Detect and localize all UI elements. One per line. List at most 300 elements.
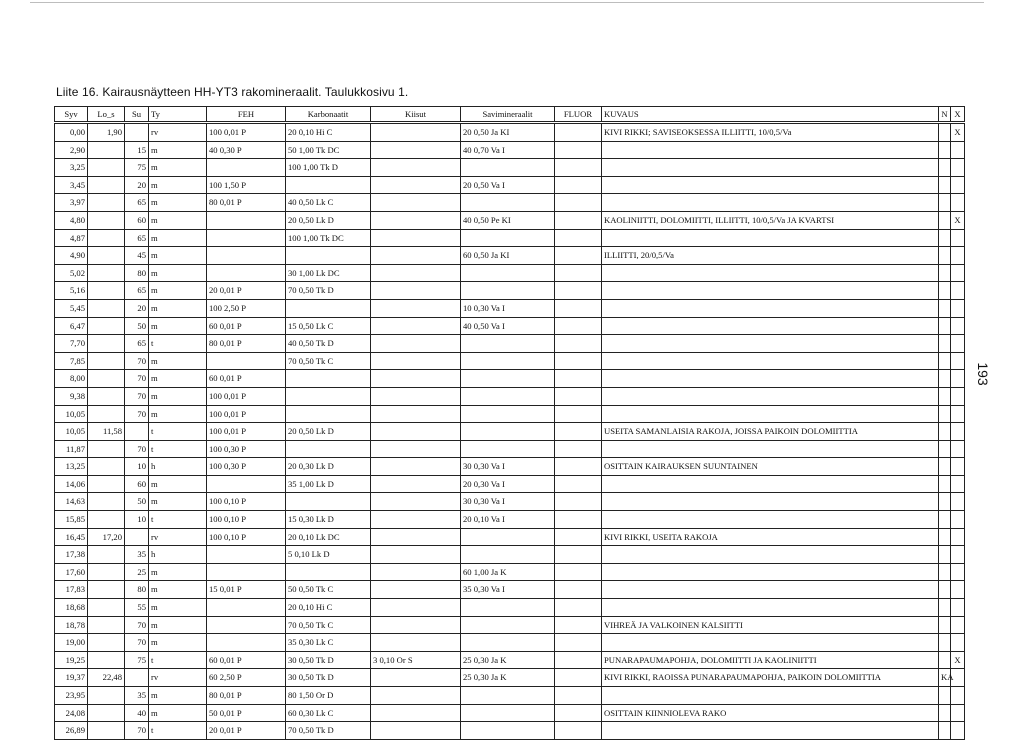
cell-fluor [555,317,602,335]
cell-ty: m [149,299,207,317]
cell-lo-s [88,194,125,212]
cell-kuvaus: KIVI RIKKI, RAOISSA PUNARAPAUMAPOHJA, PAIKOIN DOLOMIITTIA [602,669,939,687]
cell-karbonaatit: 60 0,30 Lk C [286,704,371,722]
cell-feh [207,352,286,370]
cell-su: 60 [125,475,149,493]
cell-lo-s [88,317,125,335]
cell-kiisut [371,616,461,634]
table-row [55,370,965,388]
cell-kuvaus [602,299,939,317]
cell-kuvaus: KAOLINIITTI, DOLOMIITTI, ILLIITTI, 10/0,5/Va JA KVARTSI [602,211,939,229]
table-row [55,581,965,599]
cell-kuvaus [602,317,939,335]
cell-kiisut [371,563,461,581]
cell-fluor [555,141,602,159]
cell-kuvaus [602,493,939,511]
cell-syv: 14,06 [55,475,88,493]
cell-syv: 5,16 [55,282,88,300]
cell-karbonaatit: 70 0,50 Tk D [286,722,371,740]
cell-karbonaatit [286,176,371,194]
cell-kiisut [371,264,461,282]
cell-kiisut [371,317,461,335]
cell-ty: m [149,141,207,159]
cell-ty: m [149,599,207,617]
cell-savimineraalit [461,370,555,388]
table-row [55,299,965,317]
cell-lo-s [88,405,125,423]
cell-savimineraalit [461,722,555,740]
cell-karbonaatit: 35 0,30 Lk C [286,634,371,652]
cell-lo-s [88,282,125,300]
cell-n [939,352,951,370]
cell-syv: 26,89 [55,722,88,740]
cell-karbonaatit: 100 1,00 Tk DC [286,229,371,247]
table-row [55,651,965,669]
table-row [55,511,965,529]
cell-fluor [555,669,602,687]
cell-kuvaus [602,440,939,458]
cell-syv: 19,00 [55,634,88,652]
cell-n [939,581,951,599]
cell-ty: m [149,264,207,282]
cell-fluor [555,211,602,229]
table-row [55,176,965,194]
cell-feh: 20 0,01 P [207,722,286,740]
cell-feh [207,546,286,564]
cell-ty: m [149,475,207,493]
cell-savimineraalit [461,194,555,212]
cell-kiisut [371,440,461,458]
cell-kiisut [371,405,461,423]
cell-savimineraalit: 60 1,00 Ja K [461,563,555,581]
cell-kuvaus [602,387,939,405]
cell-x [951,176,965,194]
header-syv: Syv [55,107,88,123]
cell-savimineraalit [461,405,555,423]
cell-savimineraalit: 10 0,30 Va I [461,299,555,317]
cell-su: 60 [125,211,149,229]
cell-syv: 10,05 [55,405,88,423]
cell-kiisut [371,423,461,441]
header-karbonaatit: Karbonaatit [286,107,371,123]
cell-feh: 20 0,01 P [207,282,286,300]
cell-su: 50 [125,493,149,511]
cell-ty: t [149,511,207,529]
cell-n [939,370,951,388]
cell-ty: t [149,440,207,458]
cell-syv: 8,00 [55,370,88,388]
cell-savimineraalit [461,387,555,405]
header-kiisut: Kiisut [371,107,461,123]
cell-kuvaus [602,599,939,617]
cell-savimineraalit: 40 0,50 Va I [461,317,555,335]
cell-ty: rv [149,669,207,687]
cell-lo-s: 17,20 [88,528,125,546]
cell-syv: 4,87 [55,229,88,247]
cell-ty: m [149,370,207,388]
cell-feh: 100 0,30 P [207,458,286,476]
table-row [55,194,965,212]
cell-ty: m [149,194,207,212]
cell-ty: t [149,722,207,740]
cell-x [951,493,965,511]
cell-syv: 3,25 [55,159,88,177]
cell-savimineraalit: 20 0,50 Va I [461,176,555,194]
cell-fluor [555,458,602,476]
cell-lo-s [88,475,125,493]
scan-border-line [30,2,984,3]
cell-kuvaus [602,581,939,599]
cell-feh: 60 0,01 P [207,317,286,335]
cell-kiisut [371,546,461,564]
cell-fluor [555,440,602,458]
cell-savimineraalit [461,264,555,282]
cell-feh: 100 0,01 P [207,405,286,423]
cell-su: 20 [125,299,149,317]
cell-n [939,528,951,546]
cell-x [951,194,965,212]
cell-syv: 16,45 [55,528,88,546]
cell-feh: 100 0,10 P [207,511,286,529]
cell-syv: 23,95 [55,687,88,705]
cell-lo-s [88,599,125,617]
cell-x [951,405,965,423]
cell-karbonaatit: 20 0,30 Lk D [286,458,371,476]
header-ty: Ty [149,107,207,123]
cell-x [951,141,965,159]
cell-lo-s: 22,48 [88,669,125,687]
cell-feh: 100 0,01 P [207,123,286,142]
cell-karbonaatit [286,493,371,511]
cell-n [939,493,951,511]
cell-lo-s [88,211,125,229]
cell-su [125,423,149,441]
cell-kuvaus [602,370,939,388]
cell-feh: 100 0,10 P [207,528,286,546]
cell-fluor [555,264,602,282]
cell-syv: 17,38 [55,546,88,564]
cell-ty: t [149,335,207,353]
cell-feh [207,616,286,634]
cell-su [125,123,149,142]
cell-x [951,317,965,335]
cell-kiisut [371,493,461,511]
cell-lo-s [88,229,125,247]
cell-syv: 9,38 [55,387,88,405]
cell-lo-s [88,352,125,370]
cell-su: 65 [125,229,149,247]
cell-su: 35 [125,687,149,705]
cell-syv: 5,45 [55,299,88,317]
cell-lo-s [88,176,125,194]
cell-x [951,546,965,564]
cell-fluor [555,546,602,564]
header-x: X [951,107,965,123]
cell-n [939,634,951,652]
cell-n [939,211,951,229]
cell-su [125,528,149,546]
cell-kiisut [371,123,461,142]
cell-x [951,563,965,581]
table-row [55,352,965,370]
fracture-mineral-table [54,106,965,740]
cell-lo-s [88,458,125,476]
cell-fluor [555,651,602,669]
cell-kiisut [371,475,461,493]
cell-savimineraalit [461,704,555,722]
table-row [55,211,965,229]
header-fluor: FLUOR [555,107,602,123]
cell-su: 70 [125,722,149,740]
cell-fluor [555,176,602,194]
cell-karbonaatit: 35 1,00 Lk D [286,475,371,493]
cell-x [951,634,965,652]
cell-savimineraalit: 30 0,30 Va I [461,458,555,476]
cell-kiisut [371,528,461,546]
cell-fluor [555,123,602,142]
cell-karbonaatit: 80 1,50 Or D [286,687,371,705]
cell-fluor [555,599,602,617]
cell-n [939,704,951,722]
cell-x [951,229,965,247]
cell-savimineraalit: 40 0,50 Pe KI [461,211,555,229]
table-row [55,317,965,335]
cell-kiisut [371,229,461,247]
cell-feh: 100 0,01 P [207,387,286,405]
cell-su [125,669,149,687]
table-row [55,141,965,159]
cell-lo-s [88,440,125,458]
cell-savimineraalit [461,599,555,617]
cell-karbonaatit: 5 0,10 Lk D [286,546,371,564]
cell-syv: 4,80 [55,211,88,229]
cell-savimineraalit: 40 0,70 Va I [461,141,555,159]
cell-x [951,247,965,265]
cell-n [939,264,951,282]
cell-n [939,299,951,317]
cell-lo-s [88,651,125,669]
cell-fluor [555,528,602,546]
cell-ty: m [149,563,207,581]
cell-kuvaus [602,141,939,159]
cell-syv: 19,37 [55,669,88,687]
cell-syv: 18,68 [55,599,88,617]
cell-syv: 15,85 [55,511,88,529]
cell-feh: 15 0,01 P [207,581,286,599]
cell-lo-s [88,687,125,705]
cell-syv: 13,25 [55,458,88,476]
cell-fluor [555,511,602,529]
cell-lo-s [88,159,125,177]
cell-n [939,282,951,300]
cell-karbonaatit: 30 1,00 Lk DC [286,264,371,282]
cell-syv: 14,63 [55,493,88,511]
table-row [55,493,965,511]
cell-kiisut [371,581,461,599]
table-row [55,528,965,546]
cell-su: 75 [125,651,149,669]
cell-syv: 0,00 [55,123,88,142]
cell-lo-s [88,634,125,652]
cell-fluor [555,352,602,370]
cell-su: 75 [125,159,149,177]
cell-feh: 100 1,50 P [207,176,286,194]
page-title: Liite 16. Kairausnäytteen HH-YT3 rakomineraalit. Taulukkosivu 1. [56,85,409,99]
cell-feh: 80 0,01 P [207,194,286,212]
cell-karbonaatit: 50 1,00 Tk DC [286,141,371,159]
table-row [55,616,965,634]
cell-savimineraalit [461,528,555,546]
cell-feh [207,634,286,652]
cell-kiisut [371,194,461,212]
cell-savimineraalit: 25 0,30 Ja K [461,669,555,687]
cell-fluor [555,370,602,388]
cell-n [939,317,951,335]
cell-kuvaus [602,546,939,564]
cell-kiisut [371,458,461,476]
cell-fluor [555,616,602,634]
cell-syv: 7,85 [55,352,88,370]
cell-n [939,387,951,405]
cell-syv: 6,47 [55,317,88,335]
cell-kiisut [371,687,461,705]
cell-fluor [555,581,602,599]
cell-fluor [555,423,602,441]
cell-feh: 100 2,50 P [207,299,286,317]
cell-kuvaus [602,722,939,740]
header-lo-s: Lo_s [88,107,125,123]
cell-n [939,599,951,617]
cell-kuvaus [602,159,939,177]
cell-feh: 60 0,01 P [207,370,286,388]
cell-kuvaus: KIVI RIKKI, USEITA RAKOJA [602,528,939,546]
cell-x [951,335,965,353]
cell-kiisut [371,159,461,177]
table-row [55,669,965,687]
cell-ty: t [149,423,207,441]
header-kuvaus: KUVAUS [602,107,939,123]
cell-syv: 7,70 [55,335,88,353]
cell-feh: 100 0,01 P [207,423,286,441]
cell-n [939,423,951,441]
cell-n [939,159,951,177]
cell-kiisut: 3 0,10 Or S [371,651,461,669]
cell-x [951,299,965,317]
cell-karbonaatit: 100 1,00 Tk D [286,159,371,177]
cell-feh: 40 0,30 P [207,141,286,159]
cell-kuvaus: ILLIITTI, 20/0,5/Va [602,247,939,265]
cell-n [939,563,951,581]
cell-ty: m [149,634,207,652]
cell-ty: m [149,616,207,634]
cell-fluor [555,335,602,353]
cell-syv: 18,78 [55,616,88,634]
cell-syv: 19,25 [55,651,88,669]
table-row [55,123,965,142]
cell-lo-s [88,546,125,564]
cell-lo-s [88,264,125,282]
cell-x [951,264,965,282]
cell-fluor [555,229,602,247]
cell-fluor [555,563,602,581]
cell-kiisut [371,511,461,529]
cell-karbonaatit [286,405,371,423]
cell-su: 70 [125,405,149,423]
cell-syv: 11,87 [55,440,88,458]
cell-karbonaatit: 30 0,50 Tk D [286,669,371,687]
cell-su: 55 [125,599,149,617]
cell-n [939,229,951,247]
cell-savimineraalit [461,423,555,441]
cell-su: 35 [125,546,149,564]
cell-savimineraalit [461,616,555,634]
cell-n [939,247,951,265]
cell-savimineraalit: 30 0,30 Va I [461,493,555,511]
cell-x [951,581,965,599]
cell-x [951,528,965,546]
cell-x: X [951,211,965,229]
cell-feh: 100 0,10 P [207,493,286,511]
cell-karbonaatit: 70 0,50 Tk C [286,616,371,634]
cell-kuvaus [602,634,939,652]
cell-x [951,687,965,705]
cell-kiisut [371,634,461,652]
table-row [55,423,965,441]
cell-kiisut [371,599,461,617]
table-row [55,687,965,705]
cell-feh [207,229,286,247]
cell-savimineraalit [461,440,555,458]
cell-n [939,458,951,476]
cell-karbonaatit: 20 0,10 Hi C [286,123,371,142]
cell-ty: m [149,247,207,265]
table-body [55,123,965,740]
cell-su: 10 [125,458,149,476]
cell-feh: 80 0,01 P [207,335,286,353]
cell-savimineraalit: 60 0,50 Ja KI [461,247,555,265]
cell-feh [207,247,286,265]
cell-lo-s [88,299,125,317]
cell-n: KA [939,669,951,687]
cell-su: 70 [125,352,149,370]
cell-fluor [555,405,602,423]
cell-su: 70 [125,387,149,405]
cell-x [951,704,965,722]
cell-n [939,123,951,142]
cell-n [939,616,951,634]
cell-lo-s [88,704,125,722]
cell-syv: 5,02 [55,264,88,282]
cell-su: 20 [125,176,149,194]
cell-su: 50 [125,317,149,335]
cell-ty: m [149,704,207,722]
cell-kuvaus: USEITA SAMANLAISIA RAKOJA, JOISSA PAIKOIN DOLOMIITTIA [602,423,939,441]
cell-karbonaatit: 20 0,10 Lk DC [286,528,371,546]
cell-karbonaatit [286,370,371,388]
cell-su: 70 [125,370,149,388]
table-row [55,458,965,476]
cell-fluor [555,687,602,705]
cell-lo-s [88,616,125,634]
cell-karbonaatit [286,387,371,405]
table-row [55,563,965,581]
cell-fluor [555,634,602,652]
cell-su: 40 [125,704,149,722]
table-row [55,282,965,300]
cell-n [939,687,951,705]
cell-su: 70 [125,634,149,652]
cell-ty: m [149,282,207,300]
